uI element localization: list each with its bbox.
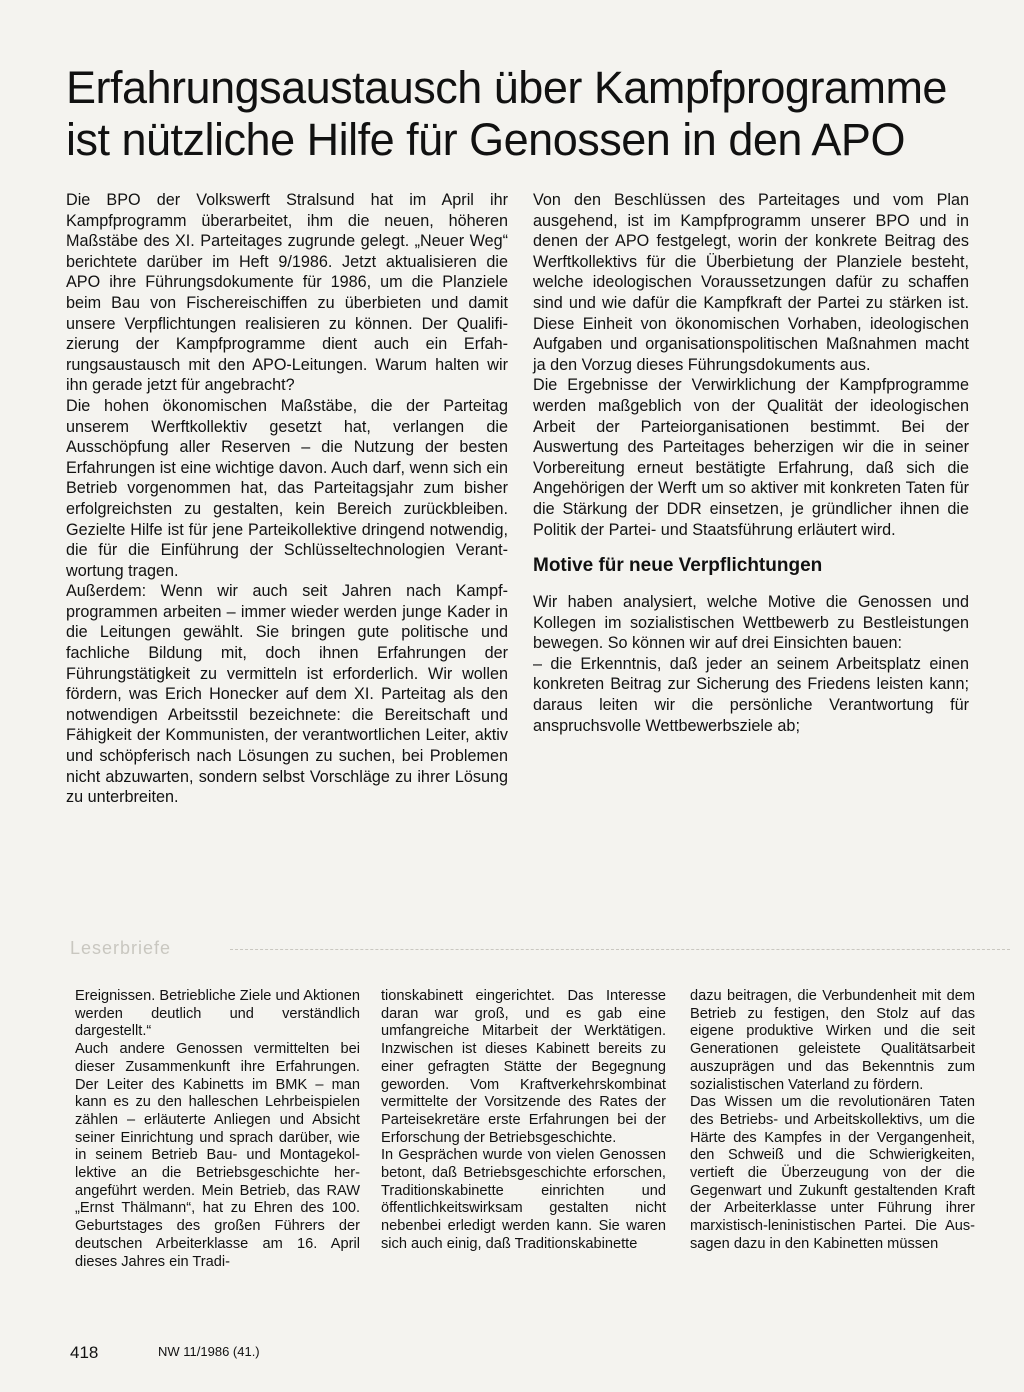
article-paragraph: Wir haben analysiert, welche Motive die Genossen und Kollegen im sozialistischen Wettbewerb zu Bestleistungen bewegen. So können wir auf drei Einsichten bauen: [533,593,969,653]
divider-label: Leserbriefe [70,938,172,958]
divider-line [230,949,1010,950]
article-right-column [533,190,969,736]
article-title [66,62,996,166]
letters-column-2 [381,988,666,1254]
letters-column-1 [75,988,360,1271]
article-paragraph: Die BPO der Volkswerft Stralsund hat im April ihr Kampfprogramm überarbeitet, ihm die neuen, höheren Maßstäbe des XI. Parteitages zugrunde gelegt. „Neuer Weg“ berichtete darüber im Heft 9/1986. Jetzt aktualisieren die APO ihre Führungsdokumente für 1986, um die Planziele beim Bau von Fischereischiffen zu überbieten und damit unsere Verpflichtungen realisieren zu können. Der Qualifizierung der Kampfprogramme dient auch ein Erfahrungsaustausch mit den APO-Leitungen. Warum halten wir ihn gerade jetzt für angebracht? [66,191,508,395]
letters-column-3 [690,988,975,1254]
section-divider [70,938,1010,960]
letter-paragraph: In Gesprächen wurde von vielen Genossen betont, daß Betriebsgeschichte erforschen, Traditionskabinette einrichten und öffentlichkeitswirksam gestalten nicht nebenbei erledigt werden kann. Sie waren sich auch einig, daß Traditionskabinette [381,1147,666,1252]
article-left-column [66,190,508,808]
letter-paragraph: Das Wissen um die revolutionären Taten des Betriebs- und Arbeitskollektivs, um die Härte des Kampfes in der Vergangenheit, den Schweiß und die Schwierigkeiten, vertieft die Überzeugung von der die Gegenwart und Zukunft gestaltenden Kraft der Arbeiterklasse unter Führung ihrer marxistisch-leninistischen Partei. Die Aussagen dazu in den Kabinetten müssen [690,1094,975,1252]
page-number: 418 [70,1343,99,1362]
article-paragraph: Außerdem: Wenn wir auch seit Jahren nach Kampfprogrammen arbeiten – immer wieder werden junge Kader in die Leitungen gewählt. Sie bringen gute politische und fachliche Bildung mit, doch ihnen Erfahrungen der Führungstätigkeit zu vermitteln ist erforderlich. Wir wollen fördern, was Erich Honecker auf dem XI. Parteitag als den notwendigen Arbeitsstil bezeichnete: die Bereitschaft und Fähigkeit der Kommunisten, der verantwortlichen Leiter, aktiv und schöpferisch nach Lösungen zu suchen, bei Problemen nicht abzuwarten, sondern selbst Vorschläge zu ihrer Lösung zu unterbreiten. [66,582,508,807]
letter-paragraph: Auch andere Genossen vermittelten bei dieser Zusammenkunft ihre Erfahrungen. Der Leiter des Kabinetts im BMK – man kann es zu den halleschen Lehrbeispielen zählen – erläuterte Anliegen und Absicht seiner Einrichtung und sprach darüber, wie in seinem Betrieb Bau- und Montagekollektive an die Betriebsgeschichte herangeführt werden. Mein Betrieb, das RAW „Ernst Thälmann“, hat zu Ehren des 100. Geburtstages des großen Führers der deutschen Arbeiterklasse am 16. April dieses Jahres ein Tradi- [75,1041,360,1270]
article-title-line-1: Erfahrungsaustausch über Kampfprogramme [66,62,947,113]
issue-label: NW 11/1986 (41.) [158,1344,260,1359]
section-subheading: Motive für neue Verpflichtungen [533,555,823,577]
letter-paragraph: Ereignissen. Betriebliche Ziele und Aktionen werden deutlich und verständlich dargestellt.“ [75,988,360,1040]
article-paragraph: Die hohen ökonomischen Maßstäbe, die der Parteitag unserem Werftkollektiv gesetzt hat, verlangen die Ausschöpfung aller Reserven – die Nutzung der besten Erfahrungen ist eine wichtige davon. Auch darf, wenn sich ein Betrieb vorgenommen hat, das Parteitagsjahr zum bisher erfolgreichsten zu gestalten, kein Bereich zurückbleiben. Gezielte Hilfe ist für jene Parteikollektive dringend notwendig, die für die Einführung der Schlüsseltechnologien Verantwortung tragen. [66,396,508,580]
article-paragraph: – die Erkenntnis, daß jeder an seinem Arbeitsplatz einen konkreten Beitrag zur Sicherung des Friedens leisten kann; daraus leiten wir die persönliche Verantwortung für anspruchsvolle Wettbewerbsziele ab; [533,654,969,735]
letter-paragraph: dazu beitragen, die Verbundenheit mit dem Betrieb zu festigen, den Stolz auf das eigene produktive Wirken und die seit Generationen geleistete Qualitätsarbeit auszuprägen und das Bekenntnis zum sozialistischen Vaterland zu fördern. [690,988,975,1093]
article-paragraph: Von den Beschlüssen des Parteitages und vom Plan ausgehend, ist im Kampfprogramm unserer BPO und in denen der APO festgelegt, worin der konkrete Beitrag des Werftkollektivs für die Überbietung der Planziele besteht, welche ideologischen Voraussetzungen dafür zu schaffen sind und wie dafür die Kampfkraft der Partei zu stärken ist. Diese Einheit von ökonomischen Vorhaben, ideologischen Aufgaben und organisationspolitischen Maßnahmen macht ja den Vorzug dieses Führungsdokuments aus. [533,191,969,374]
article-paragraph: Die Ergebnisse der Verwirklichung der Kampfprogramme werden maßgeblich von der Qualität der ideologischen Arbeit der Parteiorganisationen bestimmt. Bei der Auswertung des Parteitages beherzigen wir die in seiner Vorbereitung erneut bestätigte Erfahrung, daß sich die Angehörigen der Werft um so aktiver mit konkreten Taten für die Stärkung der DDR einsetzen, je gründlicher ihnen die Politik der Partei- und Staatsführung erläutert wird. [533,376,969,539]
article-title-line-2: ist nützliche Hilfe für Genossen in den APO [66,114,905,165]
letter-paragraph: tionskabinett eingerichtet. Das Interesse daran war groß, und es gab eine umfangreiche Mitarbeit der Werktätigen. Inzwischen ist dieses Kabinett bereits zu einer gefragten Stätte der Begegnung geworden. Vom Kraftverkehrskombinat vermittelte der Vorsitzende des Rates der Parteisekretäre erste Erfahrungen bei der Erforschung der Betriebsgeschichte. [381,988,666,1146]
